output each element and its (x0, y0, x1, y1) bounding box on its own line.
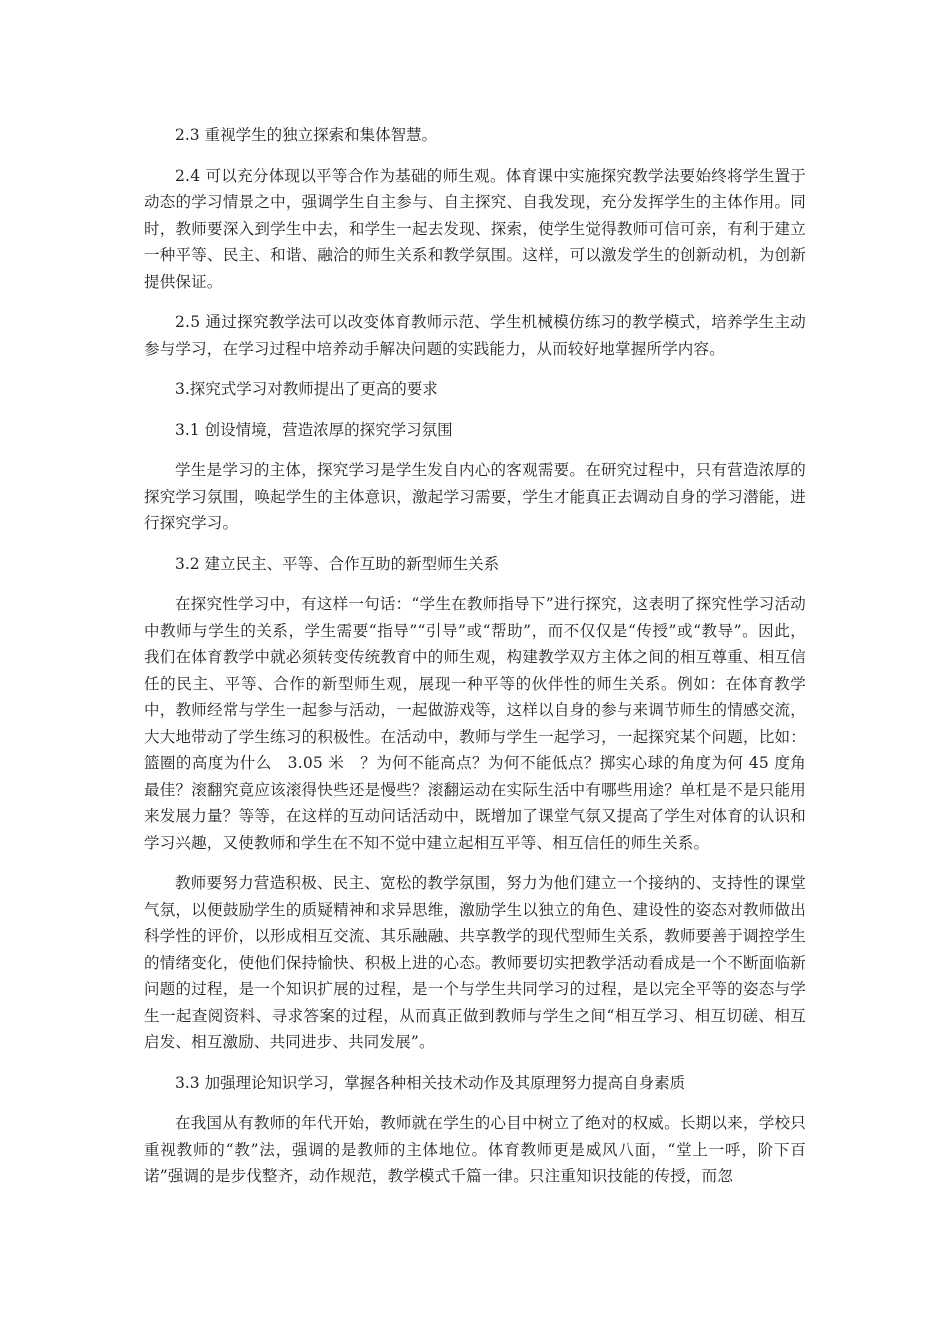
heading-3-1: 3.1 创设情境，营造浓厚的探究学习氛围 (175, 420, 453, 439)
paragraph-3-2-body-2: 教师要努力营造积极、民主、宽松的教学氛围，努力为他们建立一个接纳的、支持性的课堂气氛，以便鼓励学生的质疑精神和求异思维，激励学生以独立的角色、建设性的姿态对教师做出科学性的评价，以形成相互交流、其乐融融、共享教学的现代型师生关系，教师要善于调控学生的情绪变化，使他们保持愉快、积极上进的心态。教师要切实把教学活动看成是一个不断面临新问题的过程，是一个知识扩展的过程，是一个与学生共同学习的过程，是以完全平等的姿态与学生一起查阅资料、寻求答案的过程，从而真正做到教师与学生之间“相互学习、相互切磋、相互启发、相互激励、共同进步、共同发展”。 (144, 874, 806, 1051)
paragraph-3-2-body-1: 在探究性学习中，有这样一句话：“学生在教师指导下”进行探究，这表明了探究性学习活动中教师与学生的关系，学生需要“指导”“引导”或“帮助”，而不仅仅是“传授”或“教导”。因此，我们在体育教学中就必须转变传统教育中的师生观，构建教学双方主体之间的相互尊重、相互信任的民主、平等、合作的新型师生观，展现一种平等的伙伴性的师生关系。例如：在体育教学中，教师经常与学生一起参与活动，一起做游戏等，这样以自身的参与来调节师生的情感交流，大大地带动了学生练习的积极性。在活动中，教师与学生一起学习，一起探究某个问题，比如：篮圈的高度为什么 3.05 米 ？为何不能高点？为何不能低点？掷实心球的角度为何 45 度角最佳？滚翻究竟应该滚得快些还是慢些？滚翻运动在实际生活中有哪些用途？单杠是不是只能用来发展力量？等等，在这样的互动问话活动中，既增加了课堂气氛又提高了学生对体育的认识和学习兴趣，又使教师和学生在不知不觉中建立起相互平等、相互信任的师生关系。 (144, 595, 806, 852)
heading-3-3: 3.3 加强理论知识学习，掌握各种相关技术动作及其原理努力提高自身素质 (175, 1073, 686, 1092)
paragraph-2-5: 2.5 通过探究教学法可以改变体育教师示范、学生机械模仿练习的教学模式，培养学生主动参与学习，在学习过程中培养动手解决问题的实践能力，从而较好地掌握所学内容。 (144, 313, 806, 358)
heading-3: 3.探究式学习对教师提出了更高的要求 (175, 380, 438, 398)
heading-3-2: 3.2 建立民主、平等、合作互助的新型师生关系 (175, 554, 500, 573)
paragraph-3-3-body: 在我国从有教师的年代开始，教师就在学生的心目中树立了绝对的权威。长期以来，学校只重视教师的“教”法，强调的是教师的主体地位。体育教师更是威风八面，“堂上一呼，阶下百诺”强调的是步伐整齐，动作规范，教学模式千篇一律。只注重知识技能的传授，而忽 (144, 1114, 806, 1185)
paragraph-3-1-body: 学生是学习的主体，探究学习是学生发自内心的客观需要。在研究过程中，只有营造浓厚的探究学习氛围，唤起学生的主体意识，激起学习需要，学生才能真正去调动自身的学习潜能，进行探究学习。 (144, 461, 806, 532)
paragraph-2-4: 2.4 可以充分体现以平等合作为基础的师生观。体育课中实施探究教学法要始终将学生置于动态的学习情景之中，强调学生自主参与、自主探究、自我发现，充分发挥学生的主体作用。同时，教师要深入到学生中去，和学生一起去发现、探索，使学生觉得教师可信可亲，有利于建立一种平等、民主、和谐、融洽的师生关系和教学氛围。这样，可以激发学生的创新动机，为创新提供保证。 (144, 166, 806, 291)
document-page (144, 122, 806, 1204)
heading-2-3: 2.3 重视学生的独立探索和集体智慧。 (175, 126, 438, 144)
